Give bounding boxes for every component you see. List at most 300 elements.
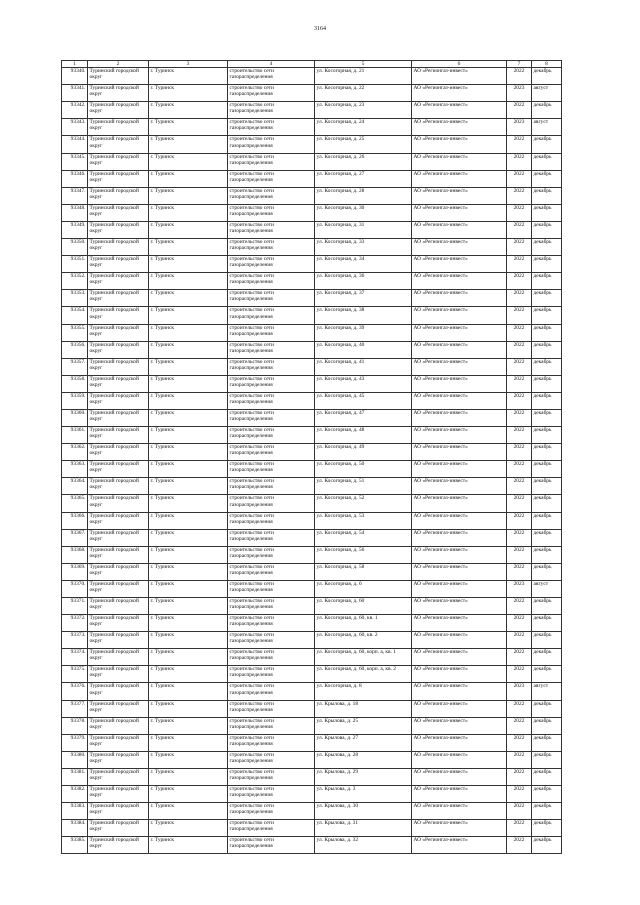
organization-cell: АО «Регионгаз-инвест» [412,717,507,734]
table-row [62,478,562,495]
address-cell: ул. Косогорная, д. 33 [315,239,412,256]
table-row [62,119,562,136]
organization-cell: АО «Регионгаз-инвест» [412,649,507,666]
row-number-cell: 93358. [62,375,88,392]
year-cell: 2022 [507,461,532,478]
settlement-cell: г. Туринск [149,153,228,170]
year-cell: 2022 [507,324,532,341]
year-cell: 2023 [507,580,532,597]
year-cell: 2022 [507,170,532,187]
address-cell: ул. Косогорная, д. 38 [315,307,412,324]
organization-cell: АО «Регионгаз-инвест» [412,136,507,153]
work-type-cell: строительство сети газораспределения [228,136,315,153]
organization-cell: АО «Регионгаз-инвест» [412,768,507,785]
address-cell: ул. Косогорная, д. 60, корп. а, кв. 2 [315,666,412,683]
municipality-cell: Туринский городской округ [88,324,149,341]
month-cell: декабрь [532,615,562,632]
address-cell: ул. Косогорная, д. 48 [315,427,412,444]
address-cell: ул. Косогорная, д. 60, кв. 1 [315,615,412,632]
row-number-cell: 93364. [62,478,88,495]
work-type-cell: строительство сети газораспределения [228,666,315,683]
address-cell: ул. Косогорная, д. 34 [315,256,412,273]
row-number-cell: 93380. [62,751,88,768]
row-number-cell: 93351. [62,256,88,273]
organization-cell: АО «Регионгаз-инвест» [412,786,507,803]
year-cell: 2022 [507,598,532,615]
organization-cell: АО «Регионгаз-инвест» [412,512,507,529]
table-row [62,580,562,597]
year-cell: 2022 [507,136,532,153]
column-header: 6 [412,61,507,68]
table-row [62,102,562,119]
row-number-cell: 93355. [62,324,88,341]
column-header: 3 [149,61,228,68]
column-header: 2 [88,61,149,68]
month-cell: декабрь [532,290,562,307]
table-row [62,615,562,632]
address-cell: ул. Крылова, д. 3 [315,786,412,803]
table-row [62,256,562,273]
table-row [62,136,562,153]
settlement-cell: г. Туринск [149,495,228,512]
settlement-cell: г. Туринск [149,68,228,85]
settlement-cell: г. Туринск [149,221,228,238]
organization-cell: АО «Регионгаз-инвест» [412,409,507,426]
year-cell: 2022 [507,563,532,580]
work-type-cell: строительство сети газораспределения [228,221,315,238]
row-number-cell: 93348. [62,204,88,221]
row-number-cell: 93372. [62,615,88,632]
municipality-cell: Туринский городской округ [88,187,149,204]
year-cell: 2022 [507,529,532,546]
month-cell: декабрь [532,409,562,426]
municipality-cell: Туринский городской округ [88,68,149,85]
row-number-cell: 93376. [62,683,88,700]
work-type-cell: строительство сети газораспределения [228,580,315,597]
row-number-cell: 93346. [62,170,88,187]
settlement-cell: г. Туринск [149,529,228,546]
municipality-cell: Туринский городской округ [88,700,149,717]
settlement-cell: г. Туринск [149,290,228,307]
organization-cell: АО «Регионгаз-инвест» [412,102,507,119]
municipality-cell: Туринский городской округ [88,803,149,820]
month-cell: декабрь [532,273,562,290]
municipality-cell: Туринский городской округ [88,717,149,734]
address-cell: ул. Косогорная, д. 40 [315,341,412,358]
work-type-cell: строительство сети газораспределения [228,820,315,837]
settlement-cell: г. Туринск [149,375,228,392]
table-row [62,768,562,785]
address-cell: ул. Крылова, д. 32 [315,837,412,854]
municipality-cell: Туринский городской округ [88,204,149,221]
work-type-cell: строительство сети газораспределения [228,700,315,717]
address-cell: ул. Крылова, д. 31 [315,820,412,837]
organization-cell: АО «Регионгаз-инвест» [412,478,507,495]
table-row [62,666,562,683]
address-cell: ул. Косогорная, д. 31 [315,221,412,238]
month-cell: декабрь [532,598,562,615]
row-number-cell: 93350. [62,239,88,256]
settlement-cell: г. Туринск [149,409,228,426]
work-type-cell: строительство сети газораспределения [228,273,315,290]
year-cell: 2022 [507,820,532,837]
year-cell: 2023 [507,85,532,102]
organization-cell: АО «Регионгаз-инвест» [412,734,507,751]
row-number-cell: 93349. [62,221,88,238]
municipality-cell: Туринский городской округ [88,136,149,153]
row-number-cell: 93379. [62,734,88,751]
settlement-cell: г. Туринск [149,85,228,102]
address-cell: ул. Косогорная, д. 21 [315,68,412,85]
municipality-cell: Туринский городской округ [88,649,149,666]
address-cell: ул. Косогорная, д. 41 [315,358,412,375]
municipality-cell: Туринский городской округ [88,546,149,563]
table-row [62,803,562,820]
settlement-cell: г. Туринск [149,204,228,221]
municipality-cell: Туринский городской округ [88,102,149,119]
work-type-cell: строительство сети газораспределения [228,153,315,170]
table-row [62,375,562,392]
year-cell: 2022 [507,256,532,273]
year-cell: 2022 [507,392,532,409]
organization-cell: АО «Регионгаз-инвест» [412,170,507,187]
organization-cell: АО «Регионгаз-инвест» [412,598,507,615]
settlement-cell: г. Туринск [149,563,228,580]
table-row [62,649,562,666]
address-cell: ул. Косогорная, д. 43 [315,375,412,392]
row-number-cell: 93359. [62,392,88,409]
organization-cell: АО «Регионгаз-инвест» [412,546,507,563]
organization-cell: АО «Регионгаз-инвест» [412,68,507,85]
work-type-cell: строительство сети газораспределения [228,563,315,580]
organization-cell: АО «Регионгаз-инвест» [412,427,507,444]
table-row [62,409,562,426]
row-number-cell: 93361. [62,427,88,444]
organization-cell: АО «Регионгаз-инвест» [412,153,507,170]
settlement-cell: г. Туринск [149,427,228,444]
year-cell: 2022 [507,68,532,85]
month-cell: декабрь [532,204,562,221]
row-number-cell: 93370. [62,580,88,597]
municipality-cell: Туринский городской округ [88,820,149,837]
settlement-cell: г. Туринск [149,837,228,854]
year-cell: 2022 [507,409,532,426]
settlement-cell: г. Туринск [149,341,228,358]
municipality-cell: Туринский городской округ [88,786,149,803]
municipality-cell: Туринский городской округ [88,341,149,358]
row-number-cell: 93366. [62,512,88,529]
month-cell: декабрь [532,375,562,392]
settlement-cell: г. Туринск [149,717,228,734]
work-type-cell: строительство сети газораспределения [228,461,315,478]
municipality-cell: Туринский городской округ [88,683,149,700]
municipality-cell: Туринский городской округ [88,512,149,529]
address-cell: ул. Крылова, д. 30 [315,803,412,820]
table-row [62,495,562,512]
municipality-cell: Туринский городской округ [88,221,149,238]
table-row [62,786,562,803]
municipality-cell: Туринский городской округ [88,239,149,256]
month-cell: декабрь [532,427,562,444]
work-type-cell: строительство сети газораспределения [228,529,315,546]
month-cell: декабрь [532,256,562,273]
work-type-cell: строительство сети газораспределения [228,85,315,102]
settlement-cell: г. Туринск [149,324,228,341]
municipality-cell: Туринский городской округ [88,751,149,768]
municipality-cell: Туринский городской округ [88,478,149,495]
header-row [62,61,562,68]
month-cell: декабрь [532,546,562,563]
municipality-cell: Туринский городской округ [88,529,149,546]
work-type-cell: строительство сети газораспределения [228,239,315,256]
table-body [62,68,562,854]
table-row [62,837,562,854]
settlement-cell: г. Туринск [149,392,228,409]
month-cell: декабрь [532,461,562,478]
month-cell: декабрь [532,444,562,461]
month-cell: декабрь [532,717,562,734]
organization-cell: АО «Регионгаз-инвест» [412,580,507,597]
table-row [62,598,562,615]
year-cell: 2022 [507,615,532,632]
table-row [62,563,562,580]
municipality-cell: Туринский городской округ [88,153,149,170]
address-cell: ул. Косогорная, д. 50 [315,461,412,478]
month-cell: декабрь [532,307,562,324]
work-type-cell: строительство сети газораспределения [228,341,315,358]
year-cell: 2022 [507,153,532,170]
work-type-cell: строительство сети газораспределения [228,444,315,461]
table-row [62,683,562,700]
address-cell: ул. Косогорная, д. 23 [315,102,412,119]
settlement-cell: г. Туринск [149,734,228,751]
month-cell: декабрь [532,734,562,751]
settlement-cell: г. Туринск [149,546,228,563]
work-type-cell: строительство сети газораспределения [228,290,315,307]
table-row [62,324,562,341]
address-cell: ул. Косогорная, д. 51 [315,478,412,495]
row-number-cell: 93344. [62,136,88,153]
year-cell: 2022 [507,666,532,683]
year-cell: 2022 [507,307,532,324]
work-type-cell: строительство сети газораспределения [228,734,315,751]
row-number-cell: 93353. [62,290,88,307]
month-cell: август [532,85,562,102]
address-cell: ул. Косогорная, д. 49 [315,444,412,461]
table-row [62,751,562,768]
month-cell: декабрь [532,358,562,375]
month-cell: декабрь [532,478,562,495]
address-cell: ул. Косогорная, д. 28 [315,187,412,204]
municipality-cell: Туринский городской округ [88,598,149,615]
municipality-cell: Туринский городской округ [88,256,149,273]
month-cell: декабрь [532,786,562,803]
year-cell: 2022 [507,512,532,529]
year-cell: 2022 [507,273,532,290]
municipality-cell: Туринский городской округ [88,837,149,854]
row-number-cell: 93377. [62,700,88,717]
organization-cell: АО «Регионгаз-инвест» [412,375,507,392]
table-row [62,717,562,734]
table-row [62,85,562,102]
organization-cell: АО «Регионгаз-инвест» [412,700,507,717]
year-cell: 2022 [507,734,532,751]
organization-cell: АО «Регионгаз-инвест» [412,461,507,478]
settlement-cell: г. Туринск [149,358,228,375]
work-type-cell: строительство сети газораспределения [228,427,315,444]
municipality-cell: Туринский городской округ [88,615,149,632]
work-type-cell: строительство сети газораспределения [228,409,315,426]
municipality-cell: Туринский городской округ [88,461,149,478]
organization-cell: АО «Регионгаз-инвест» [412,820,507,837]
address-cell: ул. Косогорная, д. 60 [315,598,412,615]
row-number-cell: 93367. [62,529,88,546]
year-cell: 2022 [507,717,532,734]
organization-cell: АО «Регионгаз-инвест» [412,529,507,546]
year-cell: 2022 [507,221,532,238]
municipality-cell: Туринский городской округ [88,632,149,649]
municipality-cell: Туринский городской округ [88,273,149,290]
address-cell: ул. Крылова, д. 29 [315,768,412,785]
work-type-cell: строительство сети газораспределения [228,256,315,273]
settlement-cell: г. Туринск [149,136,228,153]
month-cell: декабрь [532,666,562,683]
year-cell: 2022 [507,632,532,649]
organization-cell: АО «Регионгаз-инвест» [412,495,507,512]
row-number-cell: 93374. [62,649,88,666]
row-number-cell: 93381. [62,768,88,785]
municipality-cell: Туринский городской округ [88,392,149,409]
month-cell: декабрь [532,563,562,580]
address-cell: ул. Косогорная, д. 45 [315,392,412,409]
year-cell: 2022 [507,700,532,717]
address-cell: ул. Косогорная, д. 26 [315,153,412,170]
settlement-cell: г. Туринск [149,307,228,324]
organization-cell: АО «Регионгаз-инвест» [412,204,507,221]
work-type-cell: строительство сети газораспределения [228,102,315,119]
organization-cell: АО «Регионгаз-инвест» [412,85,507,102]
table-row [62,170,562,187]
settlement-cell: г. Туринск [149,751,228,768]
settlement-cell: г. Туринск [149,598,228,615]
month-cell: декабрь [532,649,562,666]
month-cell: декабрь [532,392,562,409]
table-row [62,529,562,546]
settlement-cell: г. Туринск [149,461,228,478]
month-cell: декабрь [532,495,562,512]
work-type-cell: строительство сети газораспределения [228,392,315,409]
organization-cell: АО «Регионгаз-инвест» [412,632,507,649]
settlement-cell: г. Туринск [149,444,228,461]
table-row [62,187,562,204]
municipality-cell: Туринский городской округ [88,563,149,580]
column-header: 1 [62,61,88,68]
register-table [61,60,562,854]
settlement-cell: г. Туринск [149,512,228,529]
settlement-cell: г. Туринск [149,102,228,119]
settlement-cell: г. Туринск [149,273,228,290]
municipality-cell: Туринский городской округ [88,290,149,307]
settlement-cell: г. Туринск [149,615,228,632]
address-cell: ул. Косогорная, д. 56 [315,546,412,563]
settlement-cell: г. Туринск [149,768,228,785]
table-row [62,290,562,307]
month-cell: август [532,119,562,136]
work-type-cell: строительство сети газораспределения [228,119,315,136]
organization-cell: АО «Регионгаз-инвест» [412,444,507,461]
row-number-cell: 93357. [62,358,88,375]
organization-cell: АО «Регионгаз-инвест» [412,256,507,273]
municipality-cell: Туринский городской округ [88,375,149,392]
work-type-cell: строительство сети газораспределения [228,324,315,341]
municipality-cell: Туринский городской округ [88,768,149,785]
work-type-cell: строительство сети газораспределения [228,615,315,632]
table-row [62,512,562,529]
month-cell: декабрь [532,324,562,341]
work-type-cell: строительство сети газораспределения [228,170,315,187]
year-cell: 2022 [507,751,532,768]
row-number-cell: 93368. [62,546,88,563]
table-row [62,358,562,375]
year-cell: 2023 [507,683,532,700]
table-row [62,632,562,649]
table-row [62,221,562,238]
table-row [62,153,562,170]
work-type-cell: строительство сети газораспределения [228,598,315,615]
organization-cell: АО «Регионгаз-инвест» [412,683,507,700]
address-cell: ул. Косогорная, д. 60, корп. а, кв. 1 [315,649,412,666]
year-cell: 2022 [507,375,532,392]
address-cell: ул. Крылова, д. 25 [315,717,412,734]
table-row [62,204,562,221]
municipality-cell: Туринский городской округ [88,495,149,512]
table-row [62,239,562,256]
year-cell: 2022 [507,444,532,461]
month-cell: декабрь [532,751,562,768]
month-cell: декабрь [532,341,562,358]
row-number-cell: 93365. [62,495,88,512]
settlement-cell: г. Туринск [149,478,228,495]
row-number-cell: 93352. [62,273,88,290]
row-number-cell: 93383. [62,803,88,820]
table-row [62,307,562,324]
municipality-cell: Туринский городской округ [88,409,149,426]
settlement-cell: г. Туринск [149,649,228,666]
organization-cell: АО «Регионгаз-инвест» [412,392,507,409]
municipality-cell: Туринский городской округ [88,85,149,102]
month-cell: август [532,580,562,597]
month-cell: декабрь [532,239,562,256]
table-row [62,461,562,478]
work-type-cell: строительство сети газораспределения [228,358,315,375]
month-cell: декабрь [532,632,562,649]
settlement-cell: г. Туринск [149,803,228,820]
column-header: 7 [507,61,532,68]
column-header: 8 [532,61,562,68]
settlement-cell: г. Туринск [149,632,228,649]
settlement-cell: г. Туринск [149,683,228,700]
address-cell: ул. Косогорная, д. 36 [315,273,412,290]
address-cell: ул. Косогорная, д. 27 [315,170,412,187]
month-cell: декабрь [532,512,562,529]
row-number-cell: 93375. [62,666,88,683]
work-type-cell: строительство сети газораспределения [228,649,315,666]
table-row [62,273,562,290]
address-cell: ул. Косогорная, д. 60, кв. 2 [315,632,412,649]
month-cell: декабрь [532,102,562,119]
row-number-cell: 93354. [62,307,88,324]
year-cell: 2022 [507,837,532,854]
